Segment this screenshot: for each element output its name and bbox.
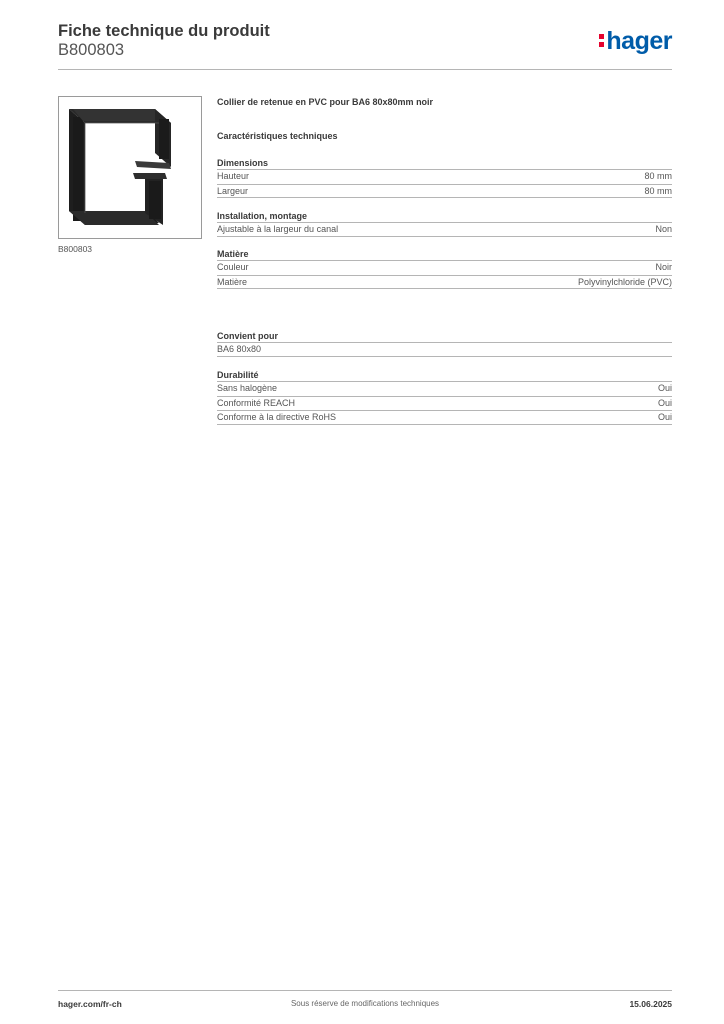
hager-logo	[599, 26, 672, 56]
section-installation	[217, 208, 672, 237]
row-label: Couleur	[217, 262, 249, 272]
pvc-retaining-clip-image	[59, 97, 201, 238]
table-row	[217, 222, 672, 237]
section-title: Installation, montage	[217, 211, 308, 221]
footer-notice: Sous réserve de modifications techniques	[290, 999, 440, 1008]
row-label: BA6 80x80	[217, 344, 262, 354]
row-label: Conformité REACH	[217, 397, 296, 408]
product-name: Collier de retenue en PVC pour BA6 80x80mm noir	[217, 97, 434, 107]
row-label: Matière	[217, 276, 248, 287]
row-value: 80 mm	[644, 185, 672, 196]
table-row	[217, 169, 672, 184]
section-title: Convient pour	[217, 331, 278, 341]
tech-characteristics-heading: Caractéristiques techniques	[217, 131, 338, 141]
section-dimensions	[217, 155, 672, 198]
section-title: Durabilité	[217, 370, 259, 380]
table-row	[217, 260, 672, 275]
row-label: Sans halogène	[217, 383, 278, 393]
row-label: Ajustable à la largeur du canal	[217, 224, 339, 234]
logo-dots-icon	[599, 31, 604, 50]
product-reference: B800803	[58, 41, 125, 59]
image-caption: B800803	[58, 244, 93, 254]
row-value: Oui	[657, 412, 672, 422]
section-suitable-for	[217, 328, 672, 357]
table-row	[217, 184, 672, 199]
row-label: Largeur	[217, 185, 249, 196]
section-title: Matière	[217, 249, 249, 259]
row-value: 80 mm	[644, 171, 672, 181]
section-durability	[217, 367, 672, 425]
row-value: Oui	[657, 397, 672, 408]
row-value: Non	[655, 224, 672, 234]
table-row	[217, 275, 672, 290]
row-value: Oui	[657, 383, 672, 393]
table-row	[217, 381, 672, 396]
row-label: Conforme à la directive RoHS	[217, 412, 337, 422]
section-material	[217, 246, 672, 289]
page-footer	[58, 990, 672, 1020]
logo-text: hager	[606, 27, 672, 55]
product-info	[217, 96, 672, 142]
row-value: Noir	[655, 262, 672, 272]
row-value: Polyvinylchloride (PVC)	[577, 276, 672, 287]
table-row	[217, 342, 672, 357]
table-row	[217, 396, 672, 411]
section-title: Dimensions	[217, 158, 269, 168]
footer-date: 15.06.2025	[629, 999, 672, 1009]
row-label: Hauteur	[217, 171, 250, 181]
page-title: Fiche technique du produit	[58, 22, 270, 40]
page-header	[58, 22, 672, 70]
product-image-frame	[58, 96, 202, 239]
footer-website-link[interactable]: hager.com/fr-ch	[58, 999, 122, 1009]
table-row	[217, 410, 672, 425]
